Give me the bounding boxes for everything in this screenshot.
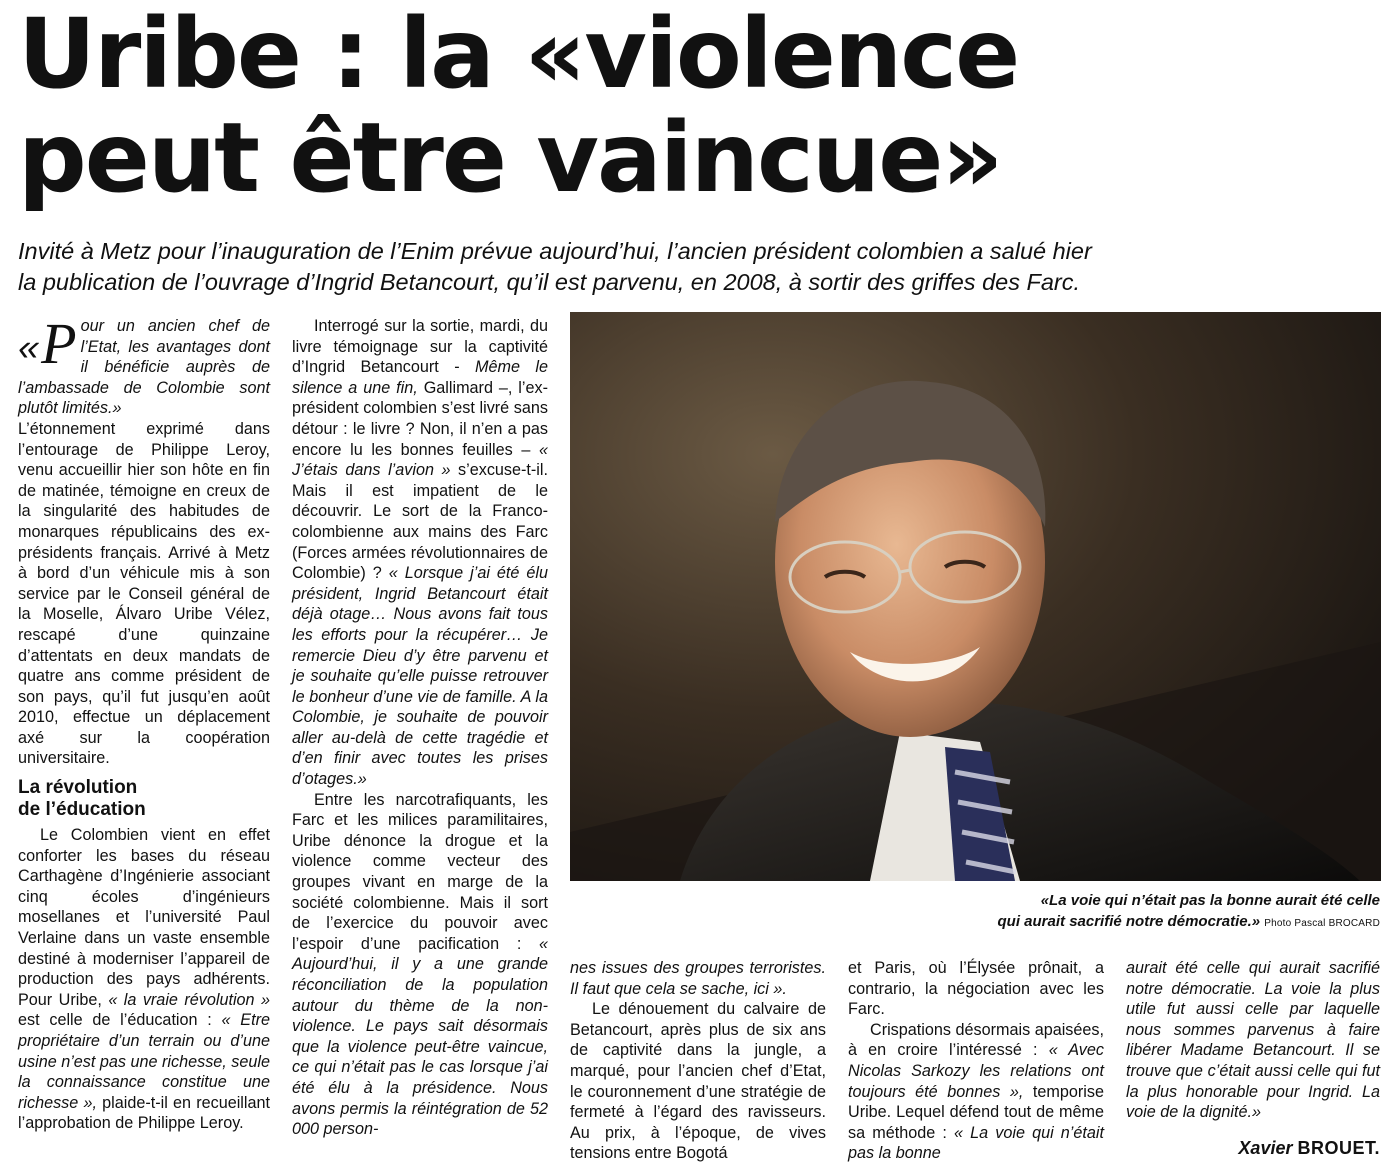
quote-run: « La voie qui n’était pas la bonne (848, 1123, 1104, 1163)
standfirst-line-2: la publication de l’ouvrage d’Ingrid Betancourt, qu’il est parvenu, en 2008, à sortir des griffes des Farc. (18, 269, 1081, 295)
article-paragraph: Le dénouement du calvaire de Betancourt, après plus de six ans de captivité dans la jungle, a marqué, pour l’ancien chef d’Etat, le couronnement d’une stratégie de fermeté à l’égard des ravisseurs. Au prix, à l’époque, de vives tensions entre Bogotá (570, 1000, 826, 1163)
quote-run: « Aujourd’hui, il y a une grande réconciliation de la population autour du thème de la non-violence. Le pays sait désormais que la violence peut-être vaincue, ce qui n’était pas le cas lorsque j’ai été élu à la présidence. Nous avons permis la réintégration de 52 000 person- (292, 934, 548, 1139)
continued-quote: aurait été celle qui aurait sacrifié notre démocratie. La voie la plus utile fut aussi celle par laquelle nous sommes parvenus à faire libérer Madame Betancourt. Il se trouve que c’était aussi celle qui fut la plus honorable pour Ingrid. La voie de la dignité.» (1126, 959, 1380, 1122)
article-paragraph (292, 790, 548, 1140)
column-4 (848, 958, 1104, 1164)
column-2 (292, 316, 548, 1140)
book-title: Même le silence a une fin, (292, 358, 548, 397)
article-paragraph: L’étonnement exprimé dans l’entourage de Philippe Leroy, venu accueillir hier son hôte en fin de matinée, témoigne en creux de la singularité des habitudes de monarques républicains des ex-présidents français. Arrivé à Metz à bord d’un véhicule mis à son service par le Conseil général de la Moselle, Álvaro Uribe Vélez, rescapé d’une quinzaine d’attentats en deux mandats de quatre ans comme président de son pays, qu’il fut jusqu’en août 2010, effectue un déplacement axé sur la coopération universitaire. (18, 419, 270, 768)
quote-run: « Avec Nicolas Sarkozy les relations ont toujours été bonnes », (848, 1041, 1104, 1101)
text-run: plaide-t-il en recueillant l’approbation de Philippe Leroy. (18, 1093, 270, 1133)
standfirst (18, 236, 1384, 298)
intro-quote-paragraph (18, 311, 270, 419)
headline (18, 0, 1388, 214)
continued-text: et Paris, où l’Élysée prônait, a contrario, la négociation avec les Farc. (848, 959, 1104, 1019)
photo-caption (850, 890, 1380, 934)
subheading-line-2: de l’éducation (18, 799, 146, 821)
column-3 (570, 958, 826, 1164)
text-run: temporise Uribe. Lequel défend tout de même sa méthode : (848, 1082, 1104, 1142)
drop-cap: P (41, 311, 77, 376)
text-run: s’excuse-t-il. Mais il est impatient de le découvrir. Le sort de la Franco-colombienne aux mains des Farc (Forces armées révolutionnaires de Colombie) ? (292, 461, 548, 583)
text-run: Gallimard –, l’ex-président colombien s’est livré sans détour : le livre ? Non, il n’en a pas encore lu les bonnes feuilles – (292, 378, 548, 459)
byline (1180, 1138, 1380, 1159)
column-5 (1126, 958, 1380, 1123)
standfirst-line-1: Invité à Metz pour l’inauguration de l’Enim prévue aujourd’hui, l’ancien président colombien a salué hier (18, 238, 1092, 264)
author-first-name: Xavier (1238, 1138, 1293, 1158)
text-run: est celle de l’éducation : (18, 1011, 212, 1030)
opening-guillemet: « (18, 327, 40, 369)
text-run: Entre les narcotrafiquants, les Farc et les milices paramilitaires, Uribe dénonce la drogue et la violence comme vecteur des groupes vivant en marge de la société colombienne. Mais il sort de l’exercice du pouvoir avec l’espoir d’une pacification : (292, 790, 548, 953)
quote-run: « J’étais dans l’avion » (292, 440, 548, 480)
author-last-name: BROUET. (1297, 1138, 1380, 1158)
headline-line-2: peut être vaincue» (18, 102, 1002, 214)
headline-line-1: Uribe : la «violence (18, 0, 1019, 110)
caption-line-2: qui aurait sacrifié notre démocratie.» (997, 913, 1261, 930)
text-run: Interrogé sur la sortie, mardi, du livre témoignage sur la captivité d’Ingrid Betancourt - (292, 317, 548, 377)
article-photo (570, 312, 1381, 881)
photo-credit: Photo Pascal BROCARD (1264, 918, 1380, 929)
subheading-line-1: La révolution (18, 777, 138, 799)
continued-quote: nes issues des groupes terroristes. Il faut que cela se sache, ici ». (570, 959, 826, 998)
article-paragraph (848, 1020, 1104, 1164)
quote-run: « Lorsque j’ai été élu président, Ingrid Betancourt était déjà otage… Nous avons fait tous les efforts pour la récupérer… Je remercie Dieu d’y être parvenu et je souhaite qu’elle puisse retrouver le bonheur d’une vie de famille. A la Colombie, je souhaite de pouvoir aller au-delà de cette tragédie et d’en finir avec toutes les prises d’otages.» (292, 564, 548, 789)
subheading (18, 777, 270, 821)
article-paragraph (18, 825, 270, 1134)
text-run: Crispations désormais apaisées, à en croire l’intéressé : (848, 1020, 1104, 1060)
quote-run: « la vraie révolution » (108, 990, 271, 1009)
quote-run: « Etre propriétaire d’un terrain ou d’une usine n’est pas une richesse, seule la connaissance constitue une richesse », (18, 1011, 270, 1112)
portrait-illustration (570, 312, 1381, 881)
article-paragraph (292, 316, 548, 790)
column-1 (18, 311, 271, 1134)
intro-quote: our un ancien chef de l’Etat, les avantages dont il bénéficie auprès de l’ambassade de Colombie sont plutôt limités.» (18, 317, 270, 418)
text-run: Le Colombien vient en effet conforter les bases du réseau Carthagène d’Ingénierie associant cinq écoles d’ingénieurs mosellanes et l’université Paul Verlaine dans un vaste ensemble destiné à moderniser l’appareil de production des pays adhérents. Pour Uribe, (18, 826, 270, 1009)
caption-line-1: «La voie qui n’était pas la bonne aurait été celle (1040, 892, 1380, 909)
